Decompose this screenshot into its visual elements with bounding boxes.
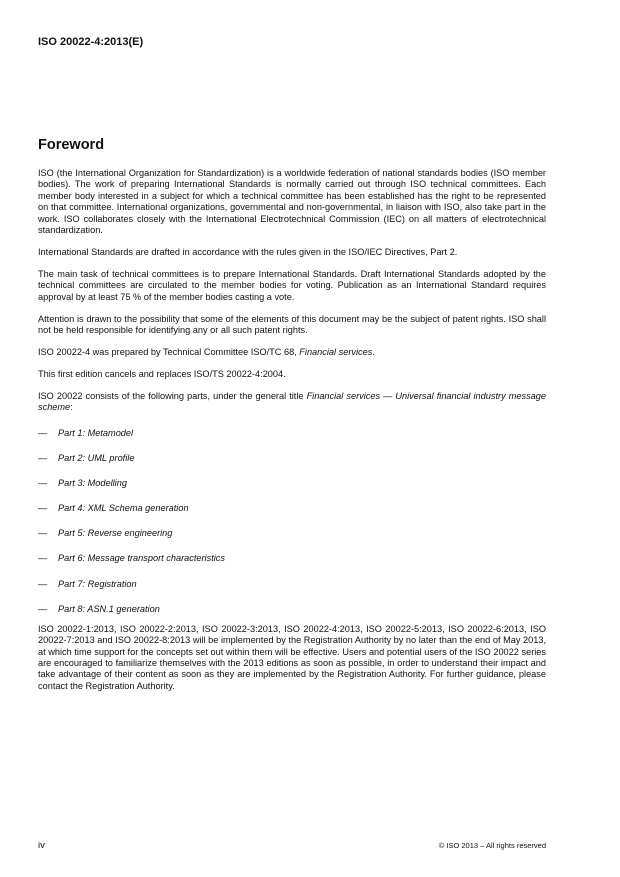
- paragraph-main-task: The main task of technical committees is to prepare International Standards. Draft International Standards adopted by the technical committees are circulated to the member bodies for voting. Publication as an International Standard requires approval by at least 75 % of the member bodies casting a vote.: [38, 268, 546, 302]
- document-id: ISO 20022-4:2013(E): [38, 36, 144, 48]
- dash-bullet: —: [38, 452, 48, 463]
- paragraph-parts-intro: [38, 391, 546, 414]
- list-item: [38, 553, 546, 578]
- paragraph-iso-intro: ISO (the International Organization for Standardization) is a worldwide federation of national standards bodies (ISO member bodies). The work of preparing International Standards is normally carried out through ISO technical committees. Each member body interested in a subject for which a technical committee has been established has the right to be represented on that committee. International organizations, governmental and non-governmental, in liaison with ISO, also take part in the work. ISO collaborates closely with the International Electrotechnical Commission (IEC) on all matters of electrotechnical standardization.: [38, 168, 546, 236]
- copyright-notice: © ISO 2013 – All rights reserved: [438, 841, 546, 850]
- page-number: iv: [38, 840, 45, 851]
- dash-bullet: —: [38, 528, 48, 539]
- dash-bullet: —: [38, 578, 48, 589]
- dash-bullet: —: [38, 503, 48, 514]
- parts-list: [38, 428, 546, 624]
- dash-bullet: —: [38, 477, 48, 488]
- list-item: [38, 579, 546, 604]
- committee-title: Financial services: [299, 346, 373, 357]
- prepared-text: ISO 20022-4 was prepared by Technical Committee ISO/TC 68,: [38, 346, 300, 357]
- list-item: [38, 604, 546, 624]
- part-label: Part 6: Message transport characteristics: [58, 553, 225, 564]
- paragraph-patent: Attention is drawn to the possibility that some of the elements of this document may be the subject of patent rights. ISO shall not be held responsible for identifying any or all such patent rights.: [38, 313, 546, 335]
- dash-bullet: —: [38, 553, 48, 564]
- part-label: Part 8: ASN.1 generation: [58, 603, 160, 614]
- foreword-body: [38, 168, 546, 703]
- part-label: Part 2: UML profile: [58, 452, 135, 463]
- parts-intro-end: :: [70, 402, 73, 413]
- list-item: [38, 428, 546, 453]
- paragraph-implementation: ISO 20022-1:2013, ISO 20022-2:2013, ISO 20022-3:2013, ISO 20022-4:2013, ISO 20022-5:2013, ISO 20022-6:2013, ISO 20022-7:2013 and ISO 20022-8:2013 will be implemented by the Registration Authority by no later than the end of May 2013, at which time support for the concepts set out within them will be effective. Users and potential users of the ISO 20022 series are encouraged to familiarize themselves with the 2013 editions as soon as possible, in order to understand their impact and take advantage of their content as soon as they are implemented by the Registration Authority. For further guidance, please contact the Registration Authority.: [38, 623, 546, 691]
- dash-bullet: —: [38, 427, 48, 438]
- dash-bullet: —: [38, 603, 48, 614]
- part-label: Part 4: XML Schema generation: [58, 503, 189, 514]
- parts-intro-text: ISO 20022 consists of the following parts, under the general title: [38, 390, 307, 401]
- page-title: Foreword: [38, 137, 105, 153]
- part-label: Part 3: Modelling: [58, 477, 127, 488]
- list-item: [38, 478, 546, 503]
- list-item: [38, 528, 546, 553]
- list-item: [38, 453, 546, 478]
- part-label: Part 7: Registration: [58, 578, 137, 589]
- list-item: [38, 503, 546, 528]
- paragraph-edition: This first edition cancels and replaces ISO/TS 20022-4:2004.: [38, 368, 286, 379]
- prepared-end: .: [372, 346, 375, 357]
- general-title: Financial services — Universal financial industry message scheme: [38, 390, 546, 413]
- paragraph-prepared-by: [38, 347, 546, 358]
- paragraph-directives: International Standards are drafted in accordance with the rules given in the ISO/IEC Directives, Part 2.: [38, 246, 458, 257]
- part-label: Part 5: Reverse engineering: [58, 528, 173, 539]
- part-label: Part 1: Metamodel: [58, 427, 134, 438]
